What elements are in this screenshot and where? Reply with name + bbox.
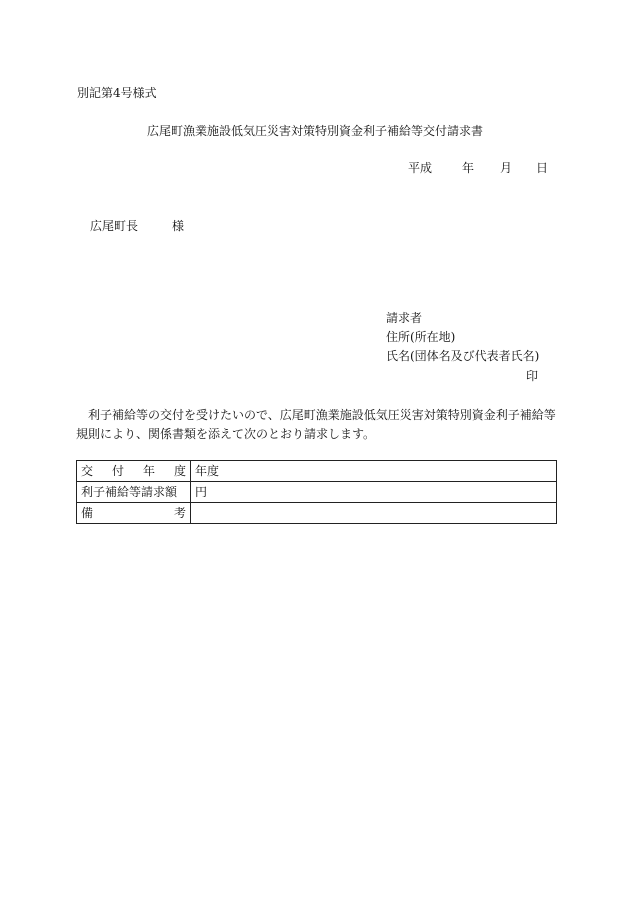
document-title: 広尾町漁業施設低気圧災害対策特別資金利子補給等交付請求書 xyxy=(146,124,483,138)
addressee-honorific: 様 xyxy=(172,219,185,233)
claim-amount-field[interactable]: 円 xyxy=(191,482,557,503)
addressee xyxy=(90,219,184,233)
table-row xyxy=(77,461,557,482)
requester-name-label: 氏名(団体名及び代表者氏名) xyxy=(386,349,540,363)
remarks-field[interactable] xyxy=(191,503,557,524)
date-line xyxy=(408,161,548,175)
date-month-unit: 月 xyxy=(500,161,513,175)
table-row xyxy=(77,482,557,503)
date-day-unit: 日 xyxy=(536,161,549,175)
row-label-fiscal-year: 交 付 年 度 xyxy=(77,461,191,482)
requester-address-label: 住所(所在地) xyxy=(386,330,456,344)
date-era: 平成 xyxy=(408,161,433,175)
seal-mark: 印 xyxy=(526,369,539,383)
requester-label: 請求者 xyxy=(386,311,423,325)
row-label-claim-amount: 利子補給等請求額 xyxy=(77,482,191,503)
fiscal-year-field[interactable]: 年度 xyxy=(191,461,557,482)
request-statement: 利子補給等の交付を受けたいので、広尾町漁業施設低気圧災害対策特別資金利子補給等規則により、関係書類を添えて次のとおり請求します。 xyxy=(76,408,556,441)
request-table xyxy=(76,460,557,524)
row-label-remarks: 備 考 xyxy=(77,503,191,524)
form-number: 別記第4号様式 xyxy=(77,86,157,100)
addressee-name: 広尾町長 xyxy=(90,219,139,233)
table-row xyxy=(77,503,557,524)
date-year-unit: 年 xyxy=(462,161,475,175)
